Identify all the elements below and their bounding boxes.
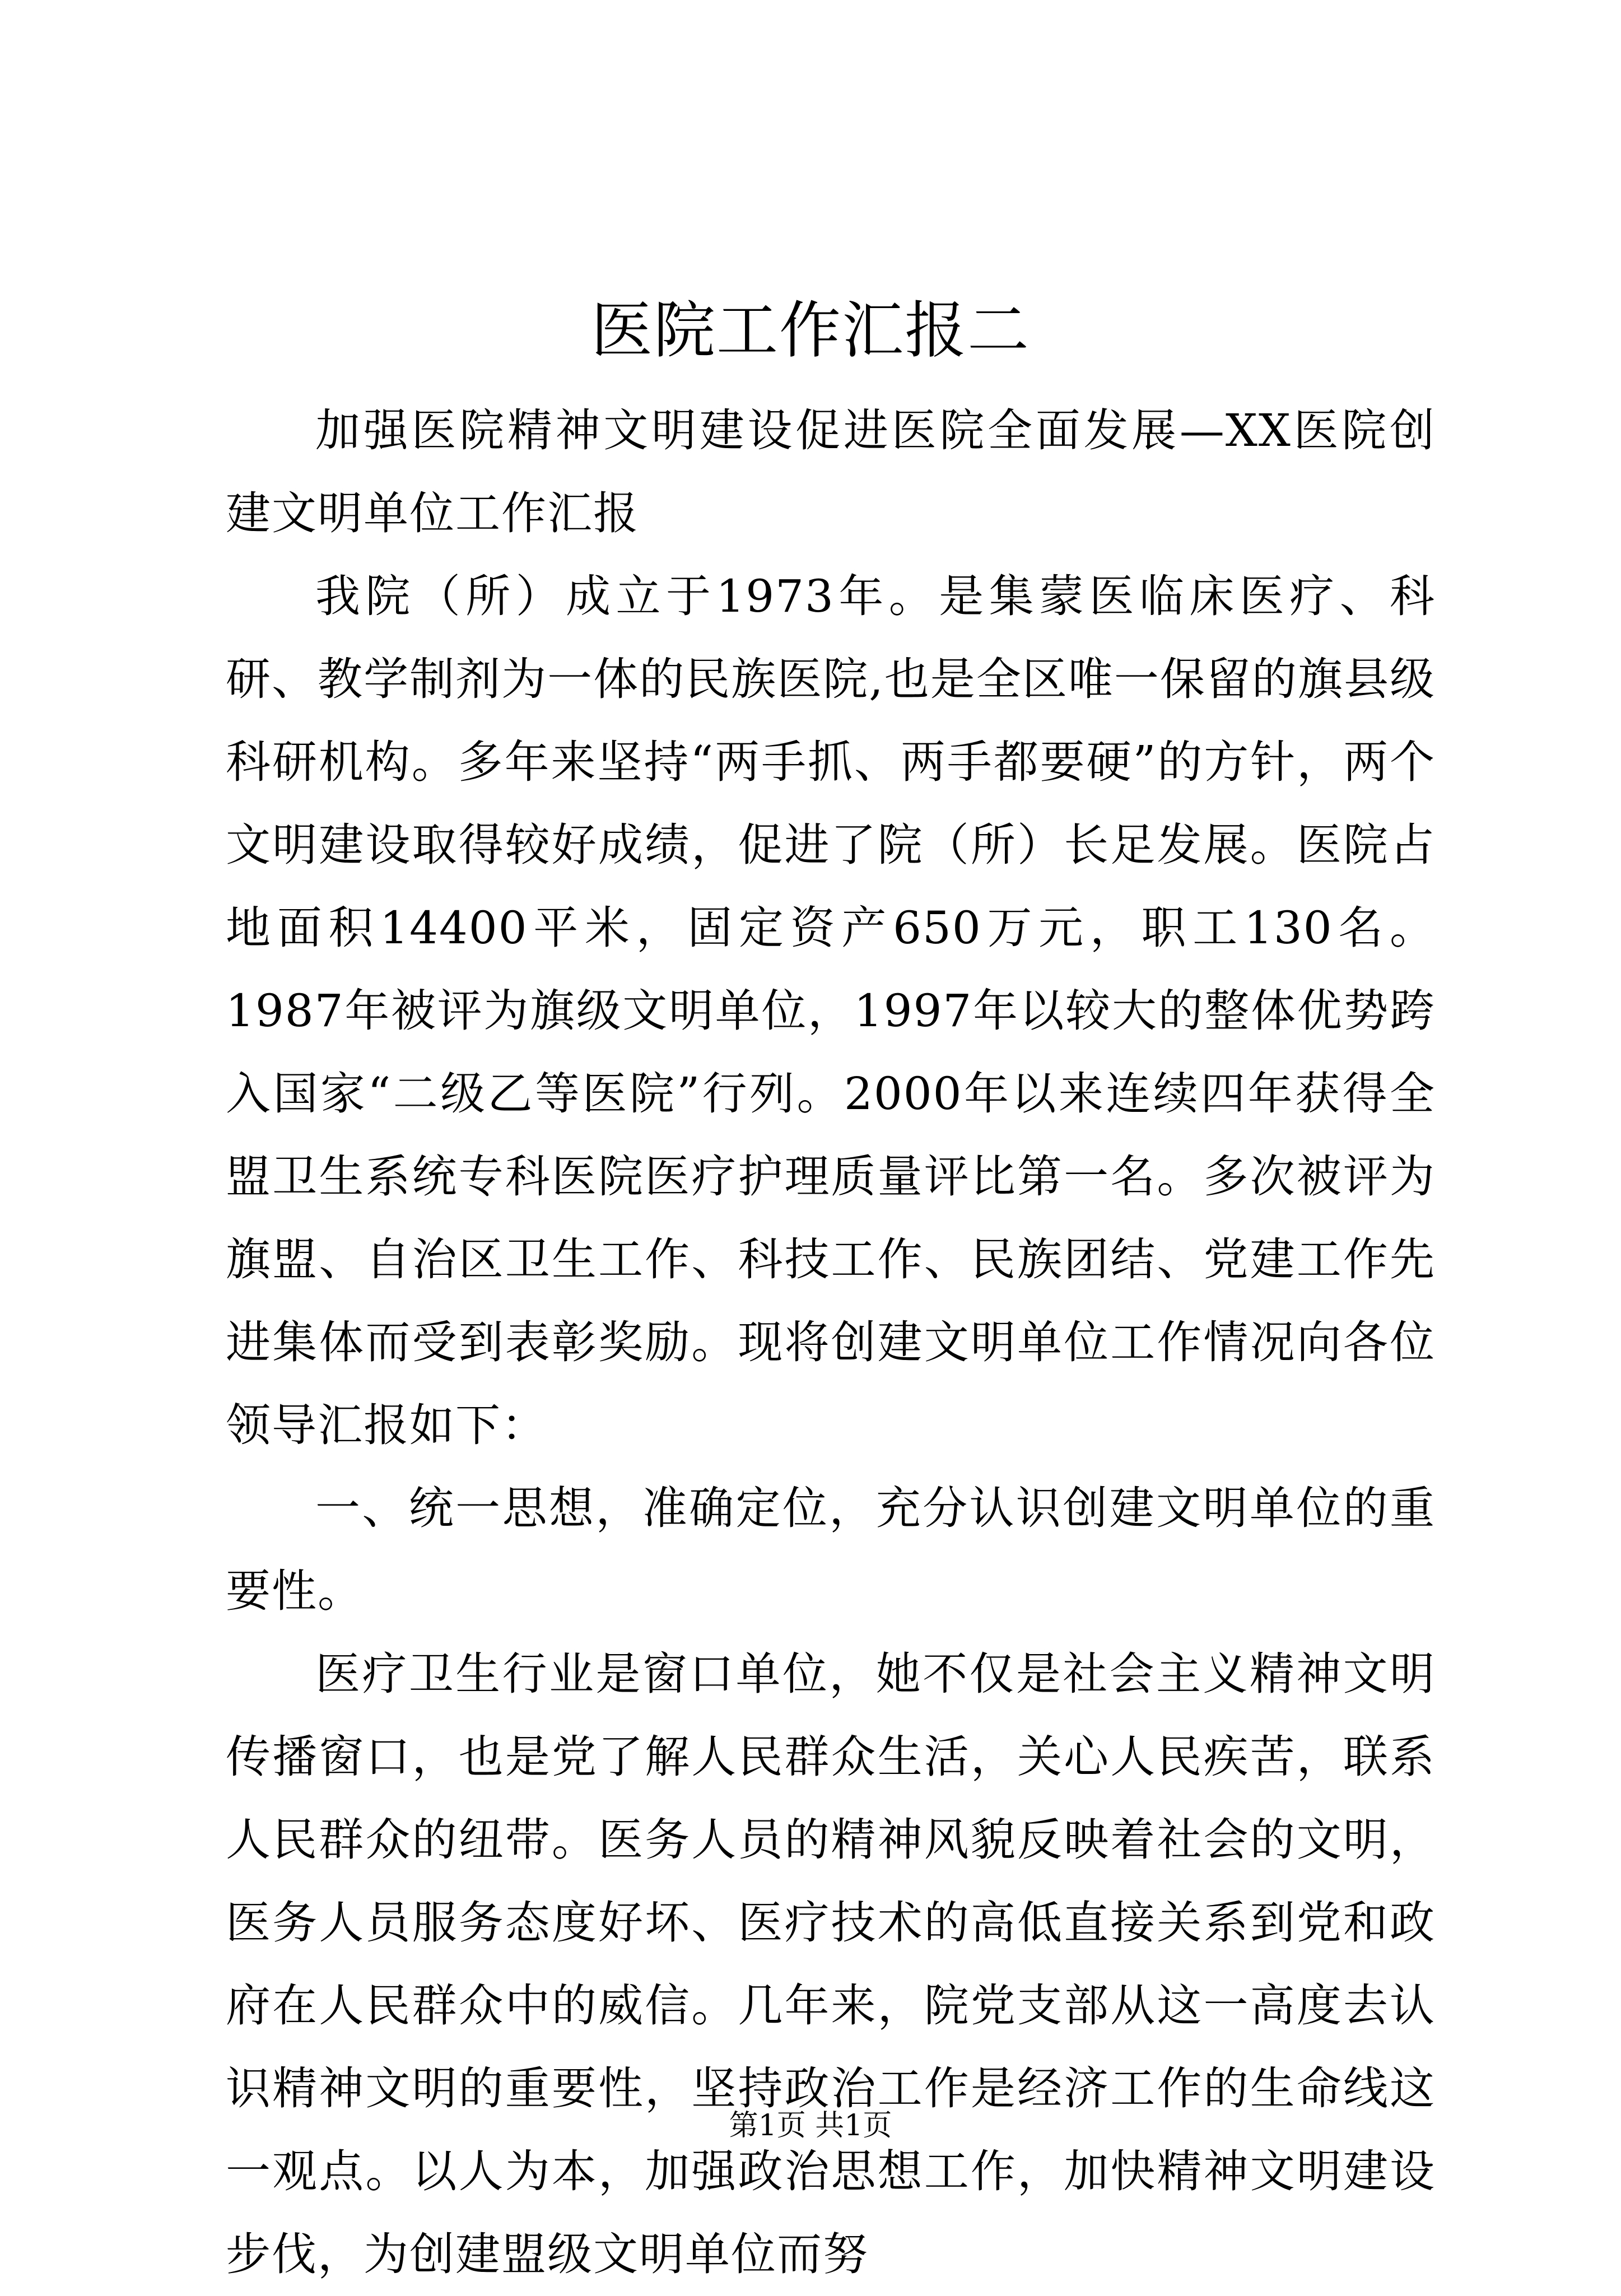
intro-paragraph: 我院（所）成立于1973年。是集蒙医临床医疗、科研、教学制剂为一体的民族医院,也是全区唯一保留的旗县级科研机构。多年来坚持“两手抓、两手都要硬”的方针，两个文明建设取得较好成绩，促进了院（所）长足发展。医院占地面积14400平米，固定资产650万元，职工130名。1987年被评为旗级文明单位，1997年以较大的整体优势跨入国家“二级乙等医院”行列。2000年以来连续四年获得全盟卫生系统专科医院医疗护理质量评比第一名。多次被评为旗盟、自治区卫生工作、科技工作、民族团结、党建工作先进集体而受到表彰奖励。现将创建文明单位工作情况向各位领导汇报如下：	[226, 570, 1436, 1451]
subtitle-paragraph: 加强医院精神文明建设促进医院全面发展—XX医院创建文明单位工作汇报	[226, 404, 1436, 539]
document-body	[226, 389, 1436, 2296]
section-heading: 一、统一思想，准确定位，充分认识创建文明单位的重要性。	[226, 1482, 1436, 1617]
page-footer: 第1页 共1页	[729, 2109, 892, 2143]
section-paragraph: 医疗卫生行业是窗口单位，她不仅是社会主义精神文明传播窗口，也是党了解人民群众生活，关心人民疾苦，联系人民群众的纽带。医务人员的精神风貌反映着社会的文明，医务人员服务态度好坏、医疗技术的高低直接关系到党和政府在人民群众中的威信。几年来，院党支部从这一高度去认识精神文明的重要性，坚持政治工作是经济工作的生命线这一观点。以人为本，加强政治思想工作，加快精神文明建设步伐，为创建盟级文明单位而努	[226, 1648, 1436, 2280]
document-title: 医院工作汇报二	[591, 295, 1030, 366]
